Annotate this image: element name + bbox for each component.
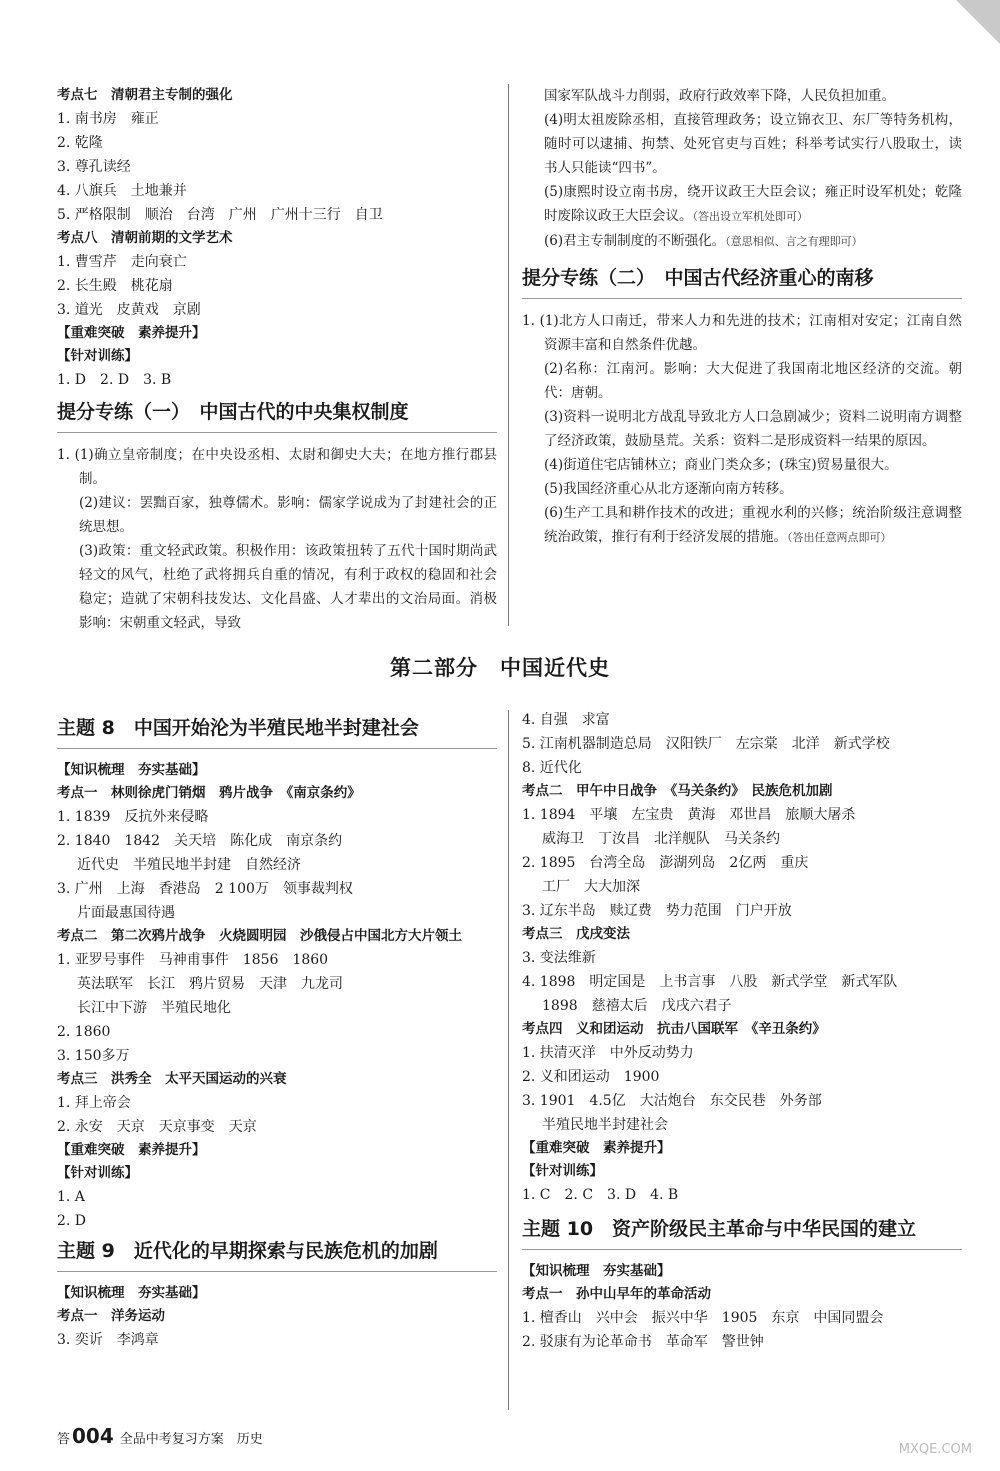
kaodian-1-heading: 考点一 林则徐虎门销烟 鸦片战争 《南京条约》 bbox=[57, 785, 361, 801]
note: （意思相似、言之有理即可） bbox=[725, 235, 863, 248]
zhendui-label: 【针对训练】 bbox=[522, 1163, 603, 1179]
paragraph-text: (6)生产工具和耕作技术的改进；重视水利的兴修；统治阶级注意调整统治政策，推行有利于经济发展的措施。 bbox=[544, 505, 962, 545]
zhongnan-label: 【重难突破 素养提升】 bbox=[522, 1140, 671, 1156]
column-divider-bottom bbox=[508, 710, 509, 1410]
list-item: 3. 1901 4.5亿 大沽炮台 东交民巷 外务部 bbox=[522, 1093, 822, 1109]
kaodian-8-heading: 考点八 清朝前期的文学艺术 bbox=[57, 230, 233, 246]
column-divider-top bbox=[508, 84, 509, 626]
list-item: 2. 驳康有为论革命书 革命军 警世钟 bbox=[522, 1334, 764, 1350]
right-column-top bbox=[522, 84, 962, 550]
list-item: 1. 檀香山 兴中会 振兴中华 1905 东京 中国同盟会 bbox=[522, 1310, 884, 1326]
paragraph: (4)街道住宅店铺林立；商业门类众多；(珠宝)贸易量很大。 bbox=[544, 457, 898, 473]
list-item: 威海卫 丁汝昌 北洋舰队 马关条约 bbox=[542, 831, 780, 847]
zhendui-label: 【针对训练】 bbox=[57, 348, 138, 364]
answer-line: 2. D bbox=[57, 1213, 87, 1229]
list-item: 3. 道光 皮黄戏 京剧 bbox=[57, 302, 201, 318]
list-item: 1. 1894 平壤 左宝贵 黄海 邓世昌 旅顺大屠杀 bbox=[522, 807, 856, 823]
kaodian-2-heading: 考点二 第二次鸦片战争 火烧圆明园 沙俄侵占中国北方大片领土 bbox=[57, 928, 462, 944]
kaodian-1-heading: 考点一 孙中山早年的革命活动 bbox=[522, 1286, 711, 1302]
list-item: 3. 尊孔读经 bbox=[57, 159, 131, 175]
list-item: 1. 拜上帝会 bbox=[57, 1095, 131, 1111]
list-item: 2. 义和团运动 1900 bbox=[522, 1069, 660, 1085]
list-item: 4. 1898 明定国是 上书言事 八股 新式学堂 新式军队 bbox=[522, 974, 898, 990]
page-number: 004 bbox=[72, 1424, 114, 1448]
paragraph bbox=[522, 501, 962, 550]
left-column-top bbox=[57, 84, 497, 635]
list-item: 工厂 大大加深 bbox=[542, 879, 640, 895]
list-item: 5. 严格限制 顺治 台湾 广州 广州十三行 自卫 bbox=[57, 207, 383, 223]
list-item: 4. 自强 求富 bbox=[522, 712, 610, 728]
list-item: 5. 江南机器制造总局 汉阳铁厂 左宗棠 北洋 新式学校 bbox=[522, 736, 890, 752]
note: （答出设立军机处即可） bbox=[692, 210, 808, 223]
list-item: 2. 长生殿 桃花扇 bbox=[57, 278, 173, 294]
answers-line: 1. C 2. C 3. D 4. B bbox=[522, 1187, 679, 1203]
kaodian-3-heading: 考点三 洪秀全 太平天国运动的兴衰 bbox=[57, 1071, 287, 1087]
list-item: 1898 慈禧太后 戊戌六君子 bbox=[542, 998, 732, 1014]
list-item: 4. 八旗兵 土地兼并 bbox=[57, 183, 187, 199]
list-item: 8. 近代化 bbox=[522, 760, 582, 776]
page-footer bbox=[57, 1424, 263, 1448]
paragraph: (2)建议：罢黜百家，独尊儒术。影响：儒家学说成为了封建社会的正统思想。 bbox=[79, 495, 497, 535]
list-item: 1. 南书房 雍正 bbox=[57, 111, 159, 127]
kaodian-3-heading: 考点三 戊戌变法 bbox=[522, 926, 630, 942]
paragraph: (3)政策：重文轻武政策。积极作用：该政策扭转了五代十国时期尚武轻文的风气，杜绝了武将拥兵自重的情况，有利于政权的稳固和社会稳定；造就了宋朝科技发达、文化昌盛、人才辈出的文治局面。消极影响：宋朝重文轻武，导致 bbox=[79, 543, 497, 631]
paragraph: 1. (1)北方人口南迁，带来人力和先进的技术；江南相对安定；江南自然资源丰富和自然条件优越。 bbox=[522, 313, 962, 353]
zhongnan-label: 【重难突破 素养提升】 bbox=[57, 1142, 206, 1158]
list-item: 2. 1860 bbox=[57, 1024, 111, 1040]
part-title: 第二部分 中国近代史 bbox=[390, 656, 610, 680]
footer-prefix: 答 bbox=[57, 1432, 71, 1447]
list-item: 2. 永安 天京 天京事变 天京 bbox=[57, 1119, 257, 1135]
list-item: 1. 曹雪芹 走向衰亡 bbox=[57, 254, 187, 270]
list-item: 2. 1895 台湾全岛 澎湖列岛 2亿两 重庆 bbox=[522, 855, 809, 871]
left-column-bottom bbox=[57, 714, 497, 1352]
paragraph-text: (6)君主专制制度的不断强化。 bbox=[544, 233, 726, 249]
note: （答出任意两点即可） bbox=[787, 531, 892, 544]
zhishi-label: 【知识梳理 夯实基础】 bbox=[57, 762, 206, 778]
topic-9-title: 主题 9 近代化的早期探索与民族危机的加剧 bbox=[57, 1237, 497, 1272]
list-item: 3. 奕䜣 李鸿章 bbox=[57, 1332, 159, 1348]
list-item: 1. 1839 反抗外来侵略 bbox=[57, 809, 209, 825]
zhongnan-label: 【重难突破 素养提升】 bbox=[57, 325, 206, 341]
answer-line: 1. A bbox=[57, 1189, 85, 1205]
list-item: 近代史 半殖民地半封建 自然经济 bbox=[77, 857, 301, 873]
paragraph: 国家军队战斗力削弱，政府行政效率下降，人民负担加重。 bbox=[544, 88, 895, 104]
topic-10-title: 主题 10 资产阶级民主革命与中华民国的建立 bbox=[522, 1215, 962, 1250]
kaodian-4-heading: 考点四 义和团运动 抗击八国联军 《辛丑条约》 bbox=[522, 1021, 826, 1037]
list-item: 1. 扶清灭洋 中外反动势力 bbox=[522, 1045, 694, 1061]
list-item: 3. 150多万 bbox=[57, 1048, 130, 1064]
section2-title: 提分专练（二） 中国古代经济重心的南移 bbox=[522, 264, 962, 299]
list-item: 3. 广州 上海 香港岛 2 100万 领事裁判权 bbox=[57, 881, 353, 897]
paragraph: 1. (1)确立皇帝制度；在中央设丞相、太尉和御史大夫；在地方推行郡县制。 bbox=[57, 447, 497, 487]
section1-title: 提分专练（一） 中国古代的中央集权制度 bbox=[57, 398, 497, 433]
list-item: 3. 辽东半岛 赎辽费 势力范围 门户开放 bbox=[522, 903, 792, 919]
paragraph: (5)我国经济重心从北方逐渐向南方转移。 bbox=[544, 481, 793, 497]
zhishi-label: 【知识梳理 夯实基础】 bbox=[57, 1285, 206, 1301]
list-item: 片面最惠国待遇 bbox=[77, 905, 175, 921]
topic-8-title: 主题 8 中国开始沦为半殖民地半封建社会 bbox=[57, 714, 497, 749]
paragraph: (4)明太祖废除丞相，直接管理政务；设立锦衣卫、东厂等特务机构，随时可以逮捕、拘禁、处死官吏与百姓；科举考试实行八股取士，读书人只能读“四书”。 bbox=[544, 112, 962, 176]
list-item: 3. 变法维新 bbox=[522, 950, 596, 966]
list-item: 1. 亚罗号事件 马神甫事件 1856 1860 bbox=[57, 952, 329, 968]
list-item: 英法联军 长江 鸦片贸易 天津 九龙司 bbox=[77, 976, 343, 992]
zhendui-label: 【针对训练】 bbox=[57, 1165, 138, 1181]
list-item: 2. 乾隆 bbox=[57, 135, 103, 151]
paragraph: (2)名称：江南河。影响：大大促进了我国南北地区经济的交流。朝代：唐朝。 bbox=[544, 361, 962, 401]
list-item: 半殖民地半封建社会 bbox=[542, 1117, 668, 1133]
paragraph: (3)资料一说明北方战乱导致北方人口急剧减少；资料二说明南方调整了经济政策，鼓励垦荒。关系：资料二是形成资料一结果的原因。 bbox=[544, 409, 962, 449]
list-item: 2. 1840 1842 关天培 陈化成 南京条约 bbox=[57, 833, 343, 849]
paragraph-text: (5)康熙时设立南书房，绕开议政王大臣会议；雍正时设军机处；乾隆时废除议政王大臣会议。 bbox=[544, 184, 962, 224]
answers-line: 1. D 2. D 3. B bbox=[57, 372, 172, 388]
kaodian-2-heading: 考点二 甲午中日战争 《马关条约》 民族危机加剧 bbox=[522, 783, 833, 799]
zhishi-label: 【知识梳理 夯实基础】 bbox=[522, 1263, 671, 1279]
watermark: MXQE.COM bbox=[898, 1442, 972, 1457]
paragraph bbox=[522, 180, 962, 229]
right-column-bottom bbox=[522, 708, 962, 1354]
book-title: 全品中考复习方案 历史 bbox=[119, 1432, 263, 1447]
page-corner-fold bbox=[956, 0, 1000, 44]
list-item: 长江中下游 半殖民地化 bbox=[77, 1000, 231, 1016]
kaodian-1-heading: 考点一 洋务运动 bbox=[57, 1308, 165, 1324]
kaodian-7-heading: 考点七 清朝君主专制的强化 bbox=[57, 87, 233, 103]
paragraph bbox=[522, 229, 962, 254]
